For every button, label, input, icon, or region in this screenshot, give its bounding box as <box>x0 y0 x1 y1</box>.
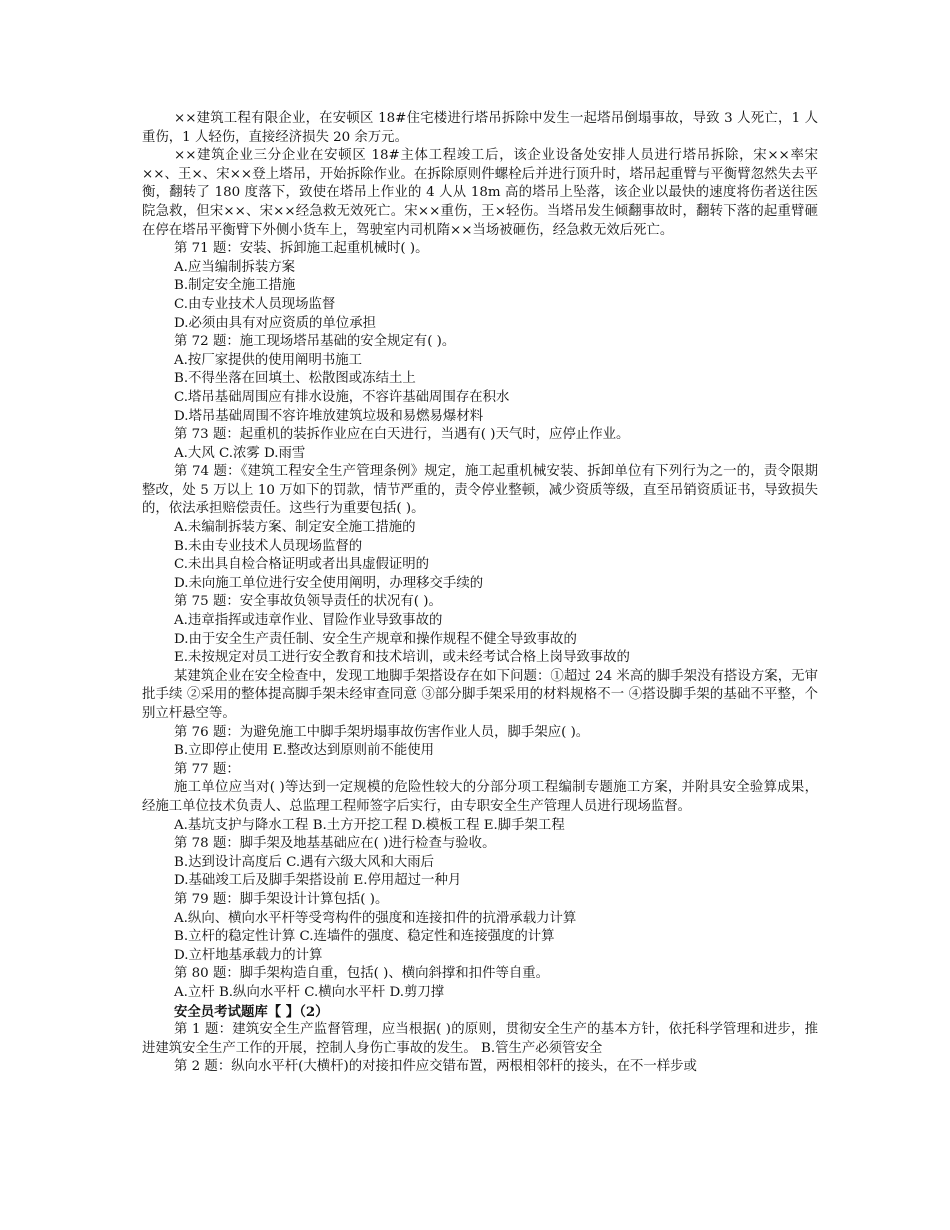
question-77: 施工单位应当对( )等达到一定规模的危险性较大的分部分项工程编制专题施工方案，并附具安全验算成果，经施工单位技术负责人、总监理工程师签字后实行，由专职安全生产管理人员进行现场监督。 <box>142 780 818 814</box>
option-79-d: D.立杆地基承载力的计算 <box>174 947 323 963</box>
option-71-a: A.应当编制拆装方案 <box>174 259 296 275</box>
paragraph-incident-detail: ××建筑企业三分企业在安顿区 18#主体工程竣工后，该企业设备处安排人员进行塔吊拆除，宋××率宋××、王×、宋××登上塔吊，开始拆除作业。在拆除原则件螺栓后并进行顶升时，塔吊起重臂与平衡臂忽然失去平衡，翻转了 180 度落下，致使在塔吊上作业的 4 人从 18m 高的塔吊上坠落，该企业以最快的速度将伤者送往医院急救，但宋××、宋××经急救无效死亡。宋××重伤，王×轻伤。当塔吊发生倾翻事故时，翻转下落的起重臂砸在停在塔吊平衡臂下外侧小货车上，驾驶室内司机隋××当场被砸伤，经急救无效后死亡。 <box>142 148 818 238</box>
paragraph-scaffold-case: 某建筑企业在安全检查中，发现工地脚手架搭设存在如下问题：①超过 24 米高的脚手架没有搭设方案，无审批手续 ②采用的整体提高脚手架未经审查同意 ③部分脚手架采用的材料规格不一 ④搭设脚手架的基础不平整，个别立杆悬空等。 <box>142 668 818 721</box>
option-75-d: D.由于安全生产责任制、安全生产规章和操作规程不健全导致事故的 <box>174 631 577 647</box>
option-74-a: A.未编制拆装方案、制定安全施工措施的 <box>174 520 416 536</box>
document-body <box>142 110 818 1077</box>
option-74-c: C.未出具自检合格证明或者出具虚假证明的 <box>174 557 430 573</box>
question-76: 第 76 题：为避免施工中脚手架坍塌事故伤害作业人员，脚手架应( )。 <box>174 724 590 740</box>
option-72-d: D.塔吊基础周围不容许堆放建筑垃圾和易燃易爆材料 <box>174 408 484 424</box>
options-76: B.立即停止使用 E.整改达到原则前不能使用 <box>174 743 435 759</box>
question-78: 第 78 题：脚手架及地基基础应在( )进行检查与验收。 <box>174 836 496 852</box>
option-71-b: B.制定安全施工措施 <box>174 278 296 294</box>
option-79-a: A.纵向、横向水平杆等受弯构件的强度和连接扣件的抗滑承载力计算 <box>174 910 577 926</box>
option-74-d: D.未向施工单位进行安全使用阐明，办理移交手续的 <box>174 575 484 591</box>
option-71-d: D.必须由具有对应资质的单位承担 <box>174 315 376 331</box>
options-80: A.立杆 B.纵向水平杆 C.横向水平杆 D.剪刀撑 <box>174 984 445 1000</box>
section-heading: 安全员考试题库【 】（2） <box>174 1003 329 1020</box>
options-73: A.大风 C.浓雾 D.雨雪 <box>174 445 306 461</box>
question-74: 第 74 题：《建筑工程安全生产管理条例》规定，施工起重机械安装、拆卸单位有下列行为之一的，责令限期整改，处 5 万以上 10 万如下的罚款，情节严重的，责令停业整顿，减少资质等级，直至吊销资质证书，导致损失的，依法承担赔偿责任。这些行为重要包括( )。 <box>142 464 818 517</box>
option-74-b: B.未由专业技术人员现场监督的 <box>174 538 363 554</box>
question-71: 第 71 题：安装、拆卸施工起重机械时( )。 <box>174 241 429 257</box>
options-78-de: D.基础竣工后及脚手架搭设前 E.停用超过一种月 <box>174 873 462 889</box>
question-80: 第 80 题：脚手架构造自重，包括( )、横向斜撑和扣件等自重。 <box>174 966 550 982</box>
options-77: A.基坑支护与降水工程 B.土方开挖工程 D.模板工程 E.脚手架工程 <box>174 817 565 833</box>
question-79: 第 79 题：脚手架设计计算包括( )。 <box>174 891 389 907</box>
option-75-e: E.未按规定对员工进行安全教育和技术培训，或未经考试合格上岗导致事故的 <box>174 650 630 666</box>
options-79-bc: B.立杆的稳定性计算 C.连墙件的强度、稳定性和连接强度的计算 <box>174 929 555 945</box>
option-75-a: A.违章指挥或违章作业、冒险作业导致事故的 <box>174 613 443 629</box>
question-77-label: 第 77 题： <box>174 761 240 777</box>
option-72-b: B.不得坐落在回填土、松散图或冻结土上 <box>174 371 416 387</box>
option-71-c: C.由专业技术人员现场监督 <box>174 296 336 312</box>
paragraph-incident-summary: ××建筑工程有限企业，在安顿区 18#住宅楼进行塔吊拆除中发生一起塔吊倒塌事故，导致 3 人死亡，1 人重伤，1 人轻伤，直接经济损失 20 余万元。 <box>142 111 818 145</box>
option-72-a: A.按厂家提供的使用阐明书施工 <box>174 352 363 368</box>
question-1: 第 1 题：建筑安全生产监督管理，应当根据( )的原则，贯彻安全生产的基本方针，依托科学管理和进步，推进建筑安全生产工作的开展，控制人身伤亡事故的发生。 B.管生产必须管安全 <box>142 1022 818 1056</box>
question-72: 第 72 题：施工现场塔吊基础的安全规定有( )。 <box>174 334 456 350</box>
question-2: 第 2 题：纵向水平杆(大横杆)的对接扣件应交错布置，两根相邻杆的接头，在不一样步或 <box>174 1059 697 1075</box>
question-73: 第 73 题：起重机的装拆作业应在白天进行，当遇有( )天气时，应停止作业。 <box>174 427 630 443</box>
question-75: 第 75 题：安全事故负领导责任的状况有( )。 <box>174 594 442 610</box>
option-72-c: C.塔吊基础周围应有排水设施，不容许基础周围存在积水 <box>174 389 510 405</box>
options-78-bc: B.达到设计高度后 C.遇有六级大风和大雨后 <box>174 854 435 870</box>
